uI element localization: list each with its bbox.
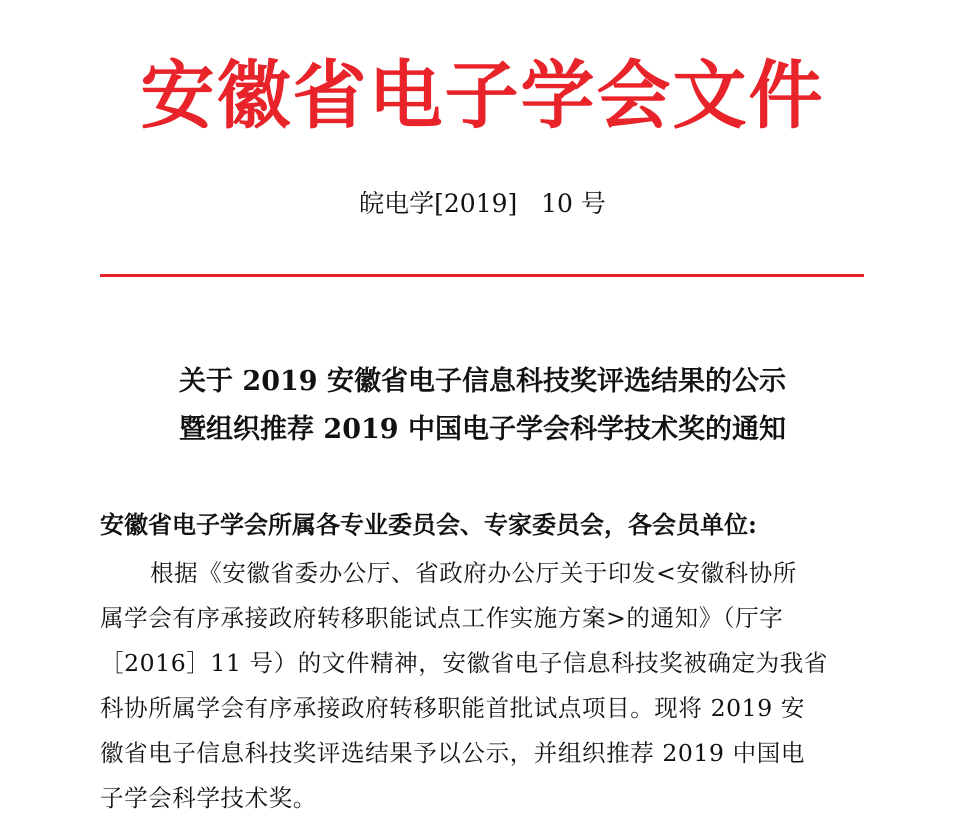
- notice-title-line-1: 关于 2019 安徽省电子信息科技奖评选结果的公示: [179, 366, 786, 397]
- red-divider-line: [100, 274, 864, 277]
- body-line: 根据《安徽省委办公厅、省政府办公厅关于印发<安徽科协所: [150, 559, 797, 587]
- body-line: ［2016］11 号）的文件精神，安徽省电子信息科技奖被确定为我省: [100, 649, 828, 677]
- body-line: 属学会有序承接政府转移职能试点工作实施方案>的通知》（厅字: [100, 604, 784, 632]
- body-line: 科协所属学会有序承接政府转移职能首批试点项目。现将 2019 安: [100, 694, 805, 722]
- notice-title-line-2: 暨组织推荐 2019 中国电子学会科学技术奖的通知: [179, 414, 786, 445]
- body-line: 子学会科学技术奖。: [100, 784, 317, 812]
- salutation: 安徽省电子学会所属各专业委员会、专家委员会，各会员单位:: [100, 510, 757, 539]
- body-line: 徽省电子信息科技奖评选结果予以公示，并组织推荐 2019 中国电: [100, 739, 805, 767]
- document-number: 皖电学[2019] 10 号: [359, 189, 606, 218]
- document-header-title: 安徽省电子学会文件: [140, 53, 825, 139]
